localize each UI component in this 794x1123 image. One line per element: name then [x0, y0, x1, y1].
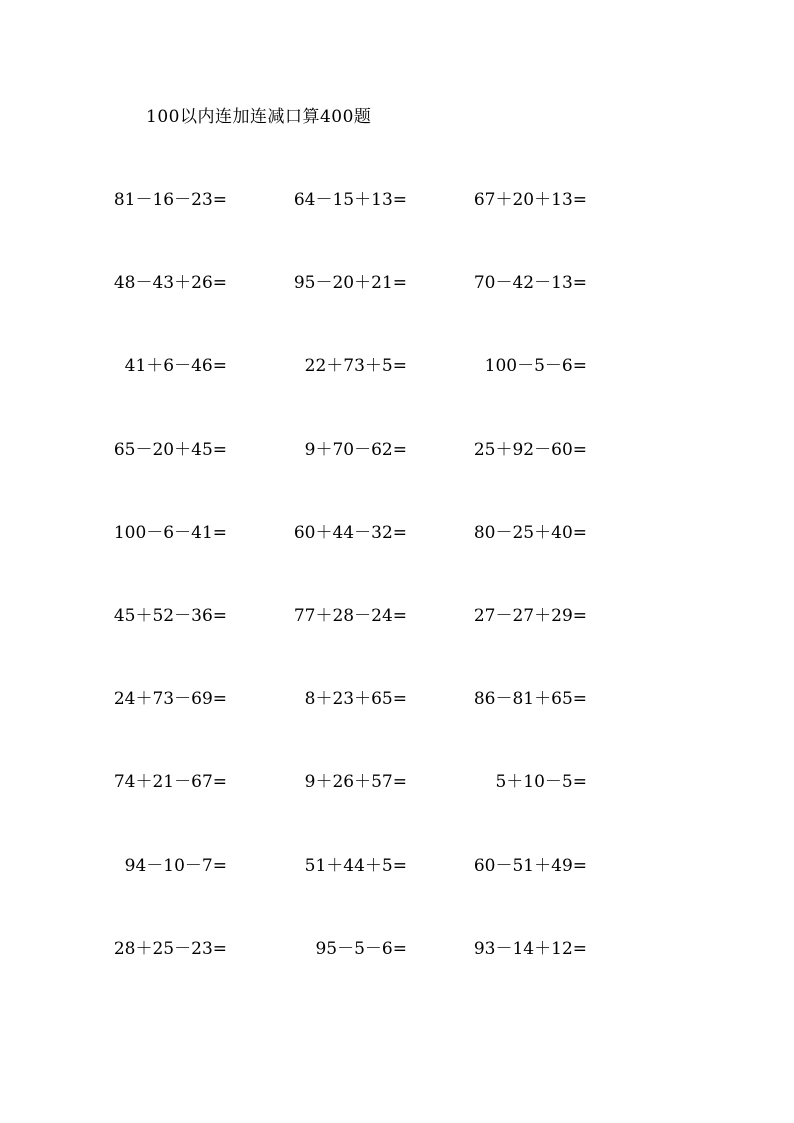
page-title: 100以内连加连减口算400题 [146, 107, 372, 127]
problem-item: 70－42－13= [473, 273, 587, 293]
problem-item: 95－20＋21= [293, 273, 407, 293]
problem-item: 60＋44－32= [293, 523, 407, 543]
problem-item: 100－5－6= [484, 356, 587, 376]
problem-item: 64－15＋13= [293, 190, 407, 210]
problem-item: 86－81＋65= [473, 689, 587, 709]
problem-item: 80－25＋40= [473, 523, 587, 543]
problem-item: 25＋92－60= [473, 440, 587, 460]
problem-item: 27－27＋29= [473, 606, 587, 626]
problem-item: 22＋73＋5= [304, 356, 407, 376]
problem-item: 9＋26＋57= [304, 772, 407, 792]
problem-item: 65－20＋45= [113, 440, 227, 460]
problem-item: 100－6－41= [113, 523, 227, 543]
problem-item: 77＋28－24= [293, 606, 407, 626]
problem-item: 94－10－7= [124, 856, 227, 876]
problem-item: 28＋25－23= [113, 939, 227, 959]
problem-item: 95－5－6= [315, 939, 407, 959]
problem-item: 81－16－23= [113, 190, 227, 210]
problem-item: 5＋10－5= [495, 772, 587, 792]
problem-item: 9＋70－62= [304, 440, 407, 460]
problem-item: 74＋21－67= [113, 772, 227, 792]
problem-item: 45＋52－36= [113, 606, 227, 626]
problem-item: 60－51＋49= [473, 856, 587, 876]
problem-item: 93－14＋12= [473, 939, 587, 959]
problem-item: 48－43＋26= [113, 273, 227, 293]
problem-item: 41＋6－46= [124, 356, 227, 376]
problem-item: 24＋73－69= [113, 689, 227, 709]
problem-item: 67＋20＋13= [473, 190, 587, 210]
problem-item: 51＋44＋5= [304, 856, 407, 876]
problem-item: 8＋23＋65= [304, 689, 407, 709]
